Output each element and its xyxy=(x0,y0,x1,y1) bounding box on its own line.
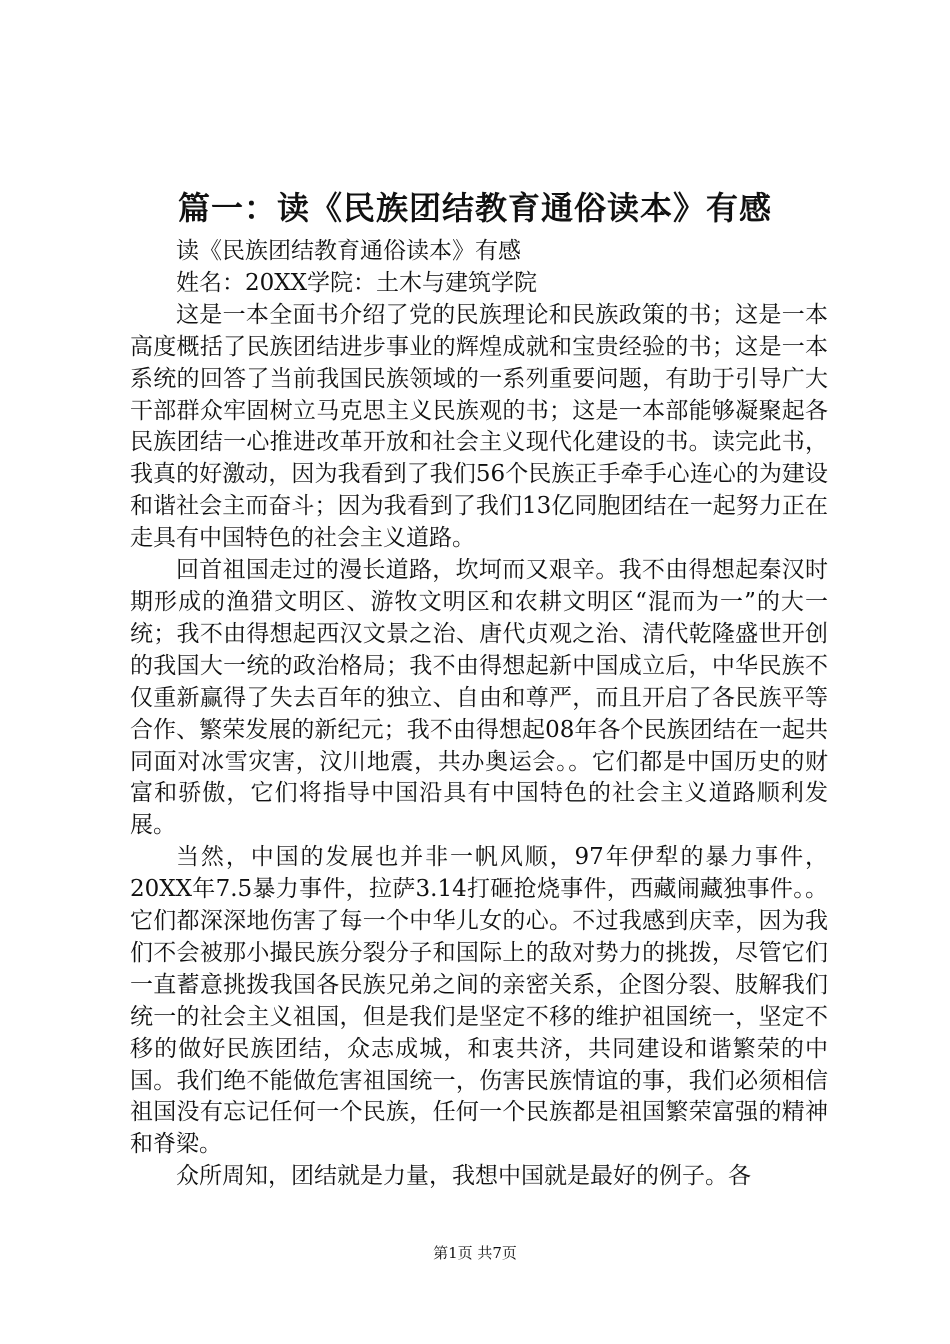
paragraph-2: 回首祖国走过的漫长道路，坎坷而又艰辛。我不由得想起秦汉时期形成的渔猎文明区、游牧文明区和农耕文明区“混而为一”的大一统；我不由得想起西汉文景之治、唐代贞观之治、清代乾隆盛世开创的我国大一统的政治格局；我不由得想起新中国成立后，中华民族不仅重新赢得了失去百年的独立、自由和尊严，而且开启了各民族平等合作、繁荣发展的新纪元；我不由得想起08年各个民族团结在一起共同面对冰雪灾害，汶川地震，共办奥运会。。它们都是中国历史的财富和骄傲，它们将指导中国沿具有中国特色的社会主义道路顺利发展。 xyxy=(130,557,828,839)
author-line: 姓名：20XX学院：土木与建筑学院 xyxy=(176,269,538,296)
document-title: 篇一：读《民族团结教育通俗读本》有感 xyxy=(177,189,772,227)
paragraph-3: 当然，中国的发展也并非一帆风顺，97年伊犁的暴力事件，20XX年7.5暴力事件，拉萨3.14打砸抢烧事件，西藏闹藏独事件。。它们都深深地伤害了每一个中华儿女的心。不过我感到庆幸，因为我们不会被那小撮民族分裂分子和国际上的敌对势力的挑拨，尽管它们一直蓄意挑拨我国各民族兄弟之间的亲密关系，企图分裂、肢解我们统一的社会主义祖国，但是我们是坚定不移的维护祖国统一，坚定不移的做好民族团结，众志成城，和衷共济，共同建设和谐繁荣的中国。我们绝不能做危害祖国统一，伤害民族情谊的事，我们必须相信祖国没有忘记任何一个民族，任何一个民族都是祖国繁荣富强的精神和脊梁。 xyxy=(130,844,828,1158)
paragraph-4: 众所周知，团结就是力量，我想中国就是最好的例子。各 xyxy=(176,1163,751,1190)
subtitle-line: 读《民族团结教育通俗读本》有感 xyxy=(176,238,521,264)
paragraph-1: 这是一本全面书介绍了党的民族理论和民族政策的书；这是一本高度概括了民族团结进步事业的辉煌成就和宝贵经验的书；这是一本系统的回答了当前我国民族领域的一系列重要问题，有助于引导广大干部群众牢固树立马克思主义民族观的书；这是一本部能够凝聚起各民族团结一心推进改革开放和社会主义现代化建设的书。读完此书，我真的好激动，因为我看到了我们56个民族正手牵手心连心的为建设和谐社会主而奋斗；因为我看到了我们13亿同胞团结在一起努力正在走具有中国特色的社会主义道路。 xyxy=(130,301,828,552)
document-body xyxy=(130,236,828,1193)
page-footer: 第1页 共7页 xyxy=(433,1244,517,1262)
